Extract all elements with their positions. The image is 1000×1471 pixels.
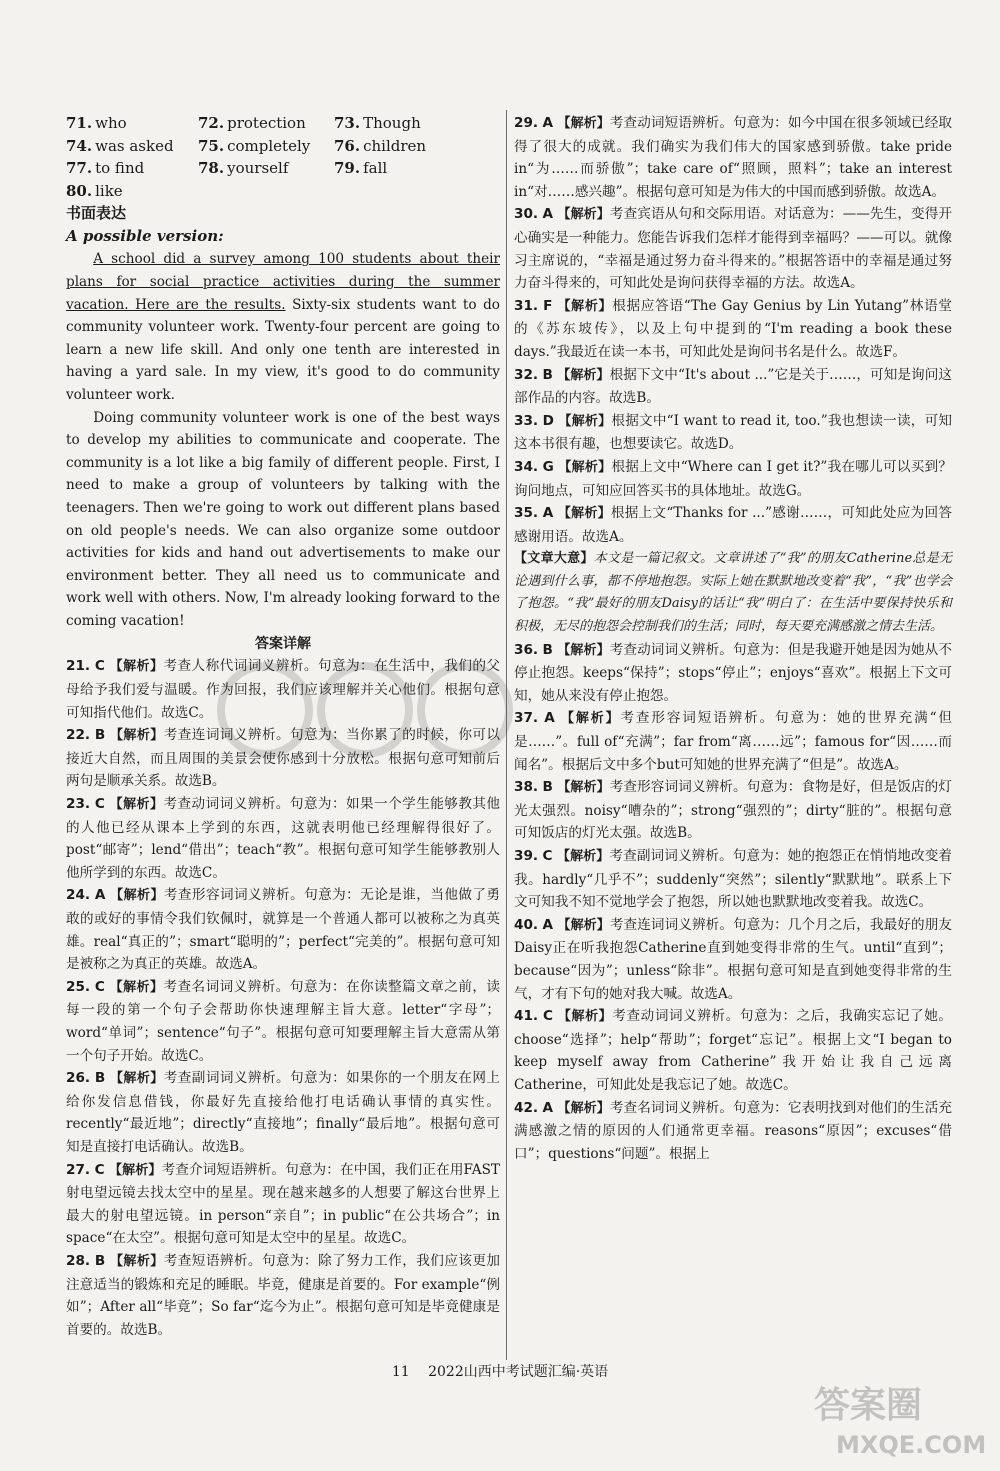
essay-paragraph-1 [66, 248, 500, 406]
question-number: 41. [514, 1008, 539, 1025]
answer-item [66, 112, 198, 135]
explanation-item [514, 364, 952, 410]
explanation-item [514, 295, 952, 364]
answer-item [66, 157, 198, 180]
explanation-text: 考查动词短语辨析。句意为：如今中国在很多领域已经取得了很大的成就。我们确实为我们伟大的国家感到骄傲。take pride in“为……而骄傲”；take care of“照顾，照料”；take an interest in“对……感兴趣”。根据句意可知是为伟大的中国而感到骄傲。故选A。 [514, 115, 952, 200]
answer-number: 78. [198, 159, 225, 178]
answer-letter: A [542, 505, 554, 522]
explanation-text: 考查动词词义辨析。句意为：之后，我确实忘记了她。choose“选择”；help“帮助”；forget“忘记”。根据上文“I began to keep myself away from Catherine”我开始让我自己远离Catherine，可知此处是我忘记了她。故选C。 [514, 1008, 953, 1093]
analysis-tag: 【解析】 [557, 1100, 610, 1116]
explanation-item [66, 793, 500, 884]
analysis-tag: 【解析】 [558, 413, 612, 429]
answer-letter: C [94, 1161, 105, 1178]
answer-grid [66, 112, 500, 202]
explanation-text: 考查连词词义辨析。句意为：几个月之后，我最好的朋友Daisy正在听我抱怨Catherine直到她变得非常的生气。until“直到”；because“因为”；unless“除非”。根据句意可知是直到她变得非常的生气，才有下句的她对我大喊。故选A。 [514, 916, 952, 1002]
question-number: 30. [514, 206, 539, 223]
answer-letter: B [542, 641, 553, 658]
essay [66, 248, 500, 632]
answer-text: was asked [95, 136, 174, 155]
answer-number: 74. [66, 136, 93, 155]
question-number: 22. [66, 727, 91, 744]
answer-number: 71. [66, 114, 93, 132]
explanation-item [514, 914, 952, 1005]
answer-letter: D [542, 412, 554, 429]
answer-letter: A [544, 710, 555, 727]
answer-item [334, 135, 484, 158]
explanation-text: 根据下文中“It's about ...”它是关于……，可知是询问这部作品的内容。故选B。 [514, 366, 952, 407]
possible-version-label: A possible version: [66, 227, 224, 246]
answer-number: 79. [334, 159, 361, 178]
answer-details-heading: 答案详解 [255, 636, 311, 653]
site-watermark-logo [808, 1373, 986, 1465]
explanation-text: 考查形容词短语辨析。句意为：她的世界充满“但是……”。full of“充满”；far from“离……远”；famous for“因……而闻名”。根据后文中多个but可知她的世界充满了“但是”。故选A。 [514, 710, 952, 773]
analysis-tag: 【解析】 [557, 506, 611, 522]
analysis-tag: 【解析】 [110, 1253, 164, 1269]
answer-item [198, 112, 334, 135]
analysis-tag: 【解析】 [557, 367, 610, 383]
answer-letter: G [542, 458, 554, 475]
question-number: 29. [514, 115, 539, 131]
analysis-tag: 【解析】 [558, 459, 612, 475]
answer-text: protection [227, 114, 306, 132]
answer-item [66, 135, 198, 158]
answer-letter: A [542, 916, 554, 933]
analysis-tag: 【解析】 [557, 642, 610, 658]
analysis-tag: 【解析】 [557, 780, 610, 796]
answer-number: 73. [334, 114, 361, 132]
answer-letter: A [542, 1099, 554, 1116]
answer-letter: C [94, 658, 105, 675]
explanation-text: 考查副词词义辨析。句意为：如果你的一个朋友在网上给你发信息借钱，你最好先直接给他打电话确认事情的真实性。recently“最近地”；directly“直接地”；finally“最后地”。根据句意可知是直接打电话确认。故选B。 [66, 1070, 500, 1155]
explanation-text: 根据上文中“Where can I get it?”我在哪儿可以买到？询问地点，可知应回答买书的具体地址。故选G。 [514, 458, 952, 499]
question-number: 31. [514, 297, 539, 314]
explanation-item [514, 456, 952, 502]
essay-paragraph-2: Doing community volunteer work is one of the best ways to develop my abilities to communicate and cooperate. The community is a lot like a big family of different people. First, I need to make a group of volunteers by talking with the teenagers. Then we're going to work out different plans based on old people's needs. We can also organize some outdoor activities for kids and hand out advertisements to make our environment better. They all need us to communicate and work well with others. Now, I'm already looking forward to the coming vacation! [66, 409, 500, 629]
question-number: 39. [514, 848, 539, 864]
essay-p1-rest: Sixty-six students want to do community volunteer work. Twenty-four percent are going to learn a new life skill. And only one tenth are interested in having a yard sale. In my view, it's good to do community volunteer work. [66, 296, 500, 403]
answer-text: children [363, 136, 427, 155]
explanation-item [66, 1250, 500, 1341]
essay-underlined-text: A school did a survey among 100 students about their plans for social practice activities during the summer vacation. Here are the results. [66, 251, 500, 313]
page-number: 11 [391, 1364, 410, 1380]
answer-text: completely [227, 136, 311, 155]
book-title: 2022山西中考试题汇编·英语 [428, 1364, 609, 1380]
answer-number: 77. [66, 159, 93, 178]
explanation-item [514, 112, 952, 203]
summary-tag: 【文章大意】 [514, 551, 594, 567]
answer-number: 76. [334, 136, 361, 155]
answer-letter: C [543, 1008, 553, 1025]
explanation-item [66, 724, 500, 793]
explanation-text: 考查名词词义辨析。句意为：它表明找到对他们的生活充满感激之情的原因的人们通常更幸福。reasons“原因”；excuses“借口”；questions“问题”。根据上 [514, 1099, 952, 1162]
explanation-text: 考查短语辨析。句意为：除了努力工作，我们应该更加注意适当的锻炼和充足的睡眠。毕竟，健康是首要的。For example“例如”；After all“毕竟”；So far“迄今为止”。根据句意可知是毕竟健康是首要的。故选B。 [66, 1252, 500, 1338]
explanation-text: 考查宾语从句和交际用语。对话意为：——先生，变得开心确实是一种能力。您能告诉我们怎样才能得到幸福吗？——可以。就像习主席说的，“幸福是通过努力奋斗得来的。”根据答语中的幸福是通过努力奋斗得来的，可知此处是询问获得幸福的方法。故选A。 [514, 206, 952, 292]
left-column [66, 112, 500, 1341]
question-number: 32. [514, 366, 539, 383]
explanation-item [514, 203, 952, 294]
analysis-tag: 【解析】 [557, 116, 610, 131]
answer-item [334, 112, 484, 135]
answer-letter: B [94, 727, 106, 744]
writing-heading: 书面表达 [66, 204, 127, 223]
analysis-tag: 【解析】 [557, 207, 610, 223]
analysis-tag: 【解析】 [109, 1162, 162, 1178]
explanation-item [514, 845, 952, 914]
explanation-item [514, 707, 952, 776]
answer-letter: B [542, 366, 553, 383]
question-number: 28. [66, 1252, 91, 1269]
watermark-url-text: MXQE.COM [836, 1431, 986, 1459]
explanation-item [514, 1005, 952, 1096]
analysis-tag: 【解析】 [109, 797, 164, 813]
answer-text: Though [363, 114, 421, 132]
answer-letter: C [94, 978, 105, 995]
explanation-item [514, 1097, 952, 1166]
answer-letter: A [542, 206, 554, 223]
answer-letter: A [542, 115, 554, 131]
analysis-tag: 【解析】 [556, 849, 610, 864]
answer-letter: C [542, 848, 553, 864]
answer-text: yourself [227, 159, 289, 178]
answer-letter: A [94, 887, 106, 904]
question-number: 33. [514, 412, 539, 429]
explanation-item [514, 776, 952, 845]
answer-text: fall [363, 159, 388, 178]
explanation-text: 考查形容词词义辨析。句意为：食物是好，但是饭店的灯光太强烈。noisy“嘈杂的”；strong“强烈的”；dirty“脏的”。根据句意可知饭店的灯光太强。故选B。 [514, 779, 952, 842]
question-number: 36. [514, 641, 539, 658]
answer-letter: B [94, 1070, 106, 1087]
column-divider [506, 110, 507, 1360]
answer-letter: B [542, 779, 553, 796]
analysis-tag: 【解析】 [109, 659, 164, 675]
left-explanations [66, 655, 500, 1341]
question-number: 23. [66, 796, 91, 813]
question-number: 40. [514, 916, 539, 933]
question-number: 42. [514, 1099, 539, 1116]
answer-item [334, 157, 484, 180]
answer-number: 80. [66, 181, 93, 200]
answer-text: who [95, 114, 127, 132]
explanation-text: 考查名词词义辨析。句意为：在你读整篇文章之前，读每一段的第一个句子会帮助你快速理解主旨大意。letter“字母”；word“单词”；sentence“句子”。根据句意可知要理解主旨大意需从第一个句子开始。故选C。 [66, 978, 500, 1064]
answer-letter: B [94, 1252, 106, 1269]
question-number: 35. [514, 505, 539, 522]
right-column [514, 112, 952, 1165]
explanation-text: 根据文中“I want to read it, too.”我也想读一读，可知这本书很有趣，也想要读它。故选D。 [514, 412, 952, 453]
question-number: 26. [66, 1070, 91, 1087]
explanation-item [66, 1067, 500, 1158]
explanation-item [514, 410, 952, 456]
explanation-text: 根据上文“Thanks for ...”感谢……，可知此处应为回答感谢用语。故选A。 [514, 505, 952, 545]
answer-letter: F [543, 297, 553, 314]
answer-item [66, 180, 198, 203]
answer-number: 72. [198, 114, 225, 132]
explanation-item [66, 1159, 500, 1250]
question-number: 37. [514, 710, 539, 727]
right-explanations [514, 112, 952, 548]
article-summary [514, 548, 952, 638]
analysis-tag: 【解析】 [557, 917, 610, 933]
question-number: 24. [66, 887, 91, 904]
analysis-tag: 【解析】 [110, 728, 164, 744]
explanation-text: 考查连词词义辨析。句意为：当你累了的时候，你可以接近大自然，而且周围的美景会使你感到十分放松。根据句意可知前后两句是顺承关系。故选B。 [66, 727, 500, 790]
answer-number: 75. [198, 136, 225, 155]
question-number: 27. [66, 1161, 91, 1178]
answer-item [198, 157, 334, 180]
explanation-text: 考查副词词义辨析。句意为：她的抱怨正在悄悄地改变着我。hardly“几乎不”；suddenly“突然”；silently“默默地”。联系上下文可知我不知不觉地学会了抱怨，所以她也默默地改变着我。故选C。 [514, 848, 952, 911]
analysis-tag: 【解析】 [561, 711, 621, 727]
right-explanations-2 [514, 639, 952, 1166]
explanation-text: 考查介词短语辨析。句意为：在中国，我们正在用FAST射电望远镜去找太空中的星星。现在越来越多的人想要了解这台世界上最大的射电望远镜。in person“亲自”；in public“在公共场合”；in space“在太空”。根据句意可知是太空中的星星。故选C。 [66, 1161, 501, 1247]
explanation-item [66, 655, 500, 724]
answer-letter: C [94, 796, 105, 813]
question-number: 25. [66, 978, 91, 995]
explanation-text: 考查动词词义辨析。句意为：但是我避开她是因为她从不停止抱怨。keeps“保持”；stops“停止”；enjoys“喜欢”。根据上下文可知，她从来没有停止抱怨。 [514, 641, 952, 704]
explanation-item [514, 639, 952, 708]
question-number: 34. [514, 458, 539, 475]
explanation-text: 考查动词词义辨析。句意为：如果一个学生能够教其他的人他已经从课本上学到的东西，这就表明他已经理解得很好了。post“邮寄”；lend“借出”；teach“教”。根据句意可知学生能够教别人他所学到的东西。故选C。 [66, 796, 500, 881]
explanation-text: 考查人称代词词义辨析。句意为：在生活中，我们的父母给予我们爱与温暖。作为回报，我们应该理解并关心他们。根据句意可知指代他们。故选C。 [66, 658, 500, 721]
explanation-text: 考查形容词词义辨析。句意为：无论是谁，当他做了勇敢的或好的事情令我们钦佩时，就算是一个普通人都可以被称之为真英雄。real“真正的”；smart“聪明的”；perfect“完美的”。根据句意可知是被称之为真正的英雄。故选A。 [66, 887, 500, 973]
watermark-cn-text: 答案圈 [814, 1385, 923, 1426]
explanation-item [66, 976, 500, 1067]
answer-text: like [95, 181, 123, 200]
analysis-tag: 【解析】 [110, 1071, 164, 1087]
answer-item [198, 135, 334, 158]
analysis-tag: 【解析】 [557, 1009, 613, 1025]
answer-text: to find [95, 159, 145, 178]
analysis-tag: 【解析】 [109, 979, 164, 995]
analysis-tag: 【解析】 [557, 298, 613, 314]
summary-text: 本文是一篇记叙文。文章讲述了“我”的朋友Catherine总是无论遇到什么事，都不停地抱怨。实际上她在默默地改变着“我”，“我”也学会了抱怨。“我”最好的朋友Daisy的话让“我”明白了：在生活中要保持快乐和积极，无尽的抱怨会控制我们的生活；同时，每天要充满感激之情去生活。 [514, 551, 952, 635]
question-number: 21. [66, 658, 91, 675]
question-number: 38. [514, 779, 539, 796]
explanation-text: 根据应答语“The Gay Genius by Lin Yutang”林语堂的《苏东坡传》，以及上句中提到的“I'm reading a book these days.”我最近在读一本书，可知此处是询问书名是什么。故选F。 [514, 297, 952, 360]
analysis-tag: 【解析】 [110, 888, 164, 904]
explanation-item [514, 502, 952, 548]
explanation-item [66, 884, 500, 975]
